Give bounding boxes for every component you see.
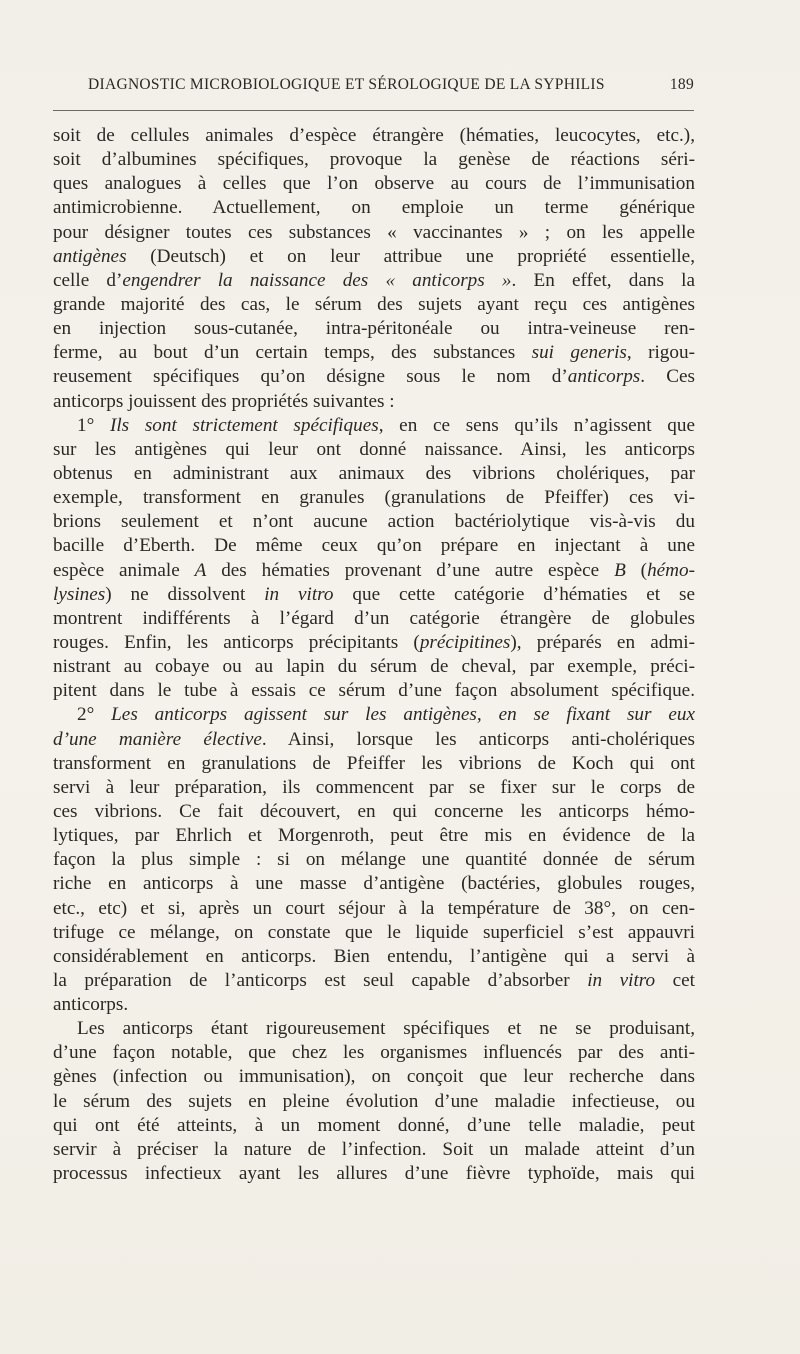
text-span: ) ne dissolvent	[105, 583, 265, 605]
text-line	[53, 438, 695, 462]
text-line	[53, 1114, 695, 1138]
page-number: 189	[669, 76, 694, 93]
text-span: ferme, au bout d’un certain temps, des substances	[53, 342, 532, 364]
text-span: , rigou-	[626, 342, 695, 364]
text-span: anticorps jouissent des propriétés suivantes :	[53, 390, 395, 412]
italic-text: in vitro	[587, 969, 656, 991]
italic-text: in vitro	[264, 583, 334, 605]
text-line	[53, 1017, 695, 1041]
text-span: celle d’	[53, 269, 123, 291]
text-span: (Deutsch) et on leur attribue une propriété essentielle,	[126, 245, 695, 267]
text-line	[53, 534, 695, 558]
italic-text: engendrer la naissance des « anticorps »	[122, 269, 512, 291]
text-span: qui ont été atteints, à un moment donné, d’une telle maladie, peut	[53, 1114, 695, 1136]
text-line	[53, 317, 695, 341]
text-span: montrent indifférents à l’égard d’un catégorie étrangère de globules	[53, 607, 695, 629]
text-line	[53, 728, 695, 752]
text-line	[53, 776, 695, 800]
text-span: lytiques, par Ehrlich et Morgenroth, peut être mis en évidence de la	[53, 825, 695, 847]
text-span: que cette catégorie d’hématies et se	[333, 583, 695, 605]
text-span: servir à préciser la nature de l’infection. Soit un malade atteint d’un	[53, 1138, 695, 1160]
text-span: soit d’albumines spécifiques, provoque la genèse de réactions séri-	[53, 149, 695, 171]
text-span: 1°	[77, 414, 110, 436]
text-line	[53, 655, 695, 679]
text-span: gènes (infection ou immunisation), on conçoit que leur recherche dans	[53, 1066, 695, 1088]
text-span: ), préparés en admi-	[510, 631, 695, 653]
text-line	[53, 583, 695, 607]
italic-text: Ils sont strictement spécifiques	[109, 414, 379, 436]
text-span: le sérum des sujets en pleine évolution d’une maladie infectieuse, ou	[53, 1090, 695, 1112]
text-line	[53, 945, 695, 969]
text-line	[53, 124, 695, 148]
text-line	[53, 221, 695, 245]
text-line	[53, 486, 695, 510]
text-span: bacille d’Eberth. De même ceux qu’on prépare en injectant à une	[53, 535, 695, 557]
text-line	[53, 848, 695, 872]
text-span: nistrant au cobaye ou au lapin du sérum de cheval, par exemple, préci-	[53, 656, 695, 678]
text-span: cet	[655, 969, 695, 991]
italic-text: anticorps	[567, 366, 641, 388]
text-span: brions seulement et n’ont aucune action bactériolytique vis-à-vis du	[53, 511, 695, 533]
text-span: reusement spécifiques qu’on désigne sous le nom d’	[53, 366, 568, 388]
italic-text: lysines	[53, 583, 106, 605]
text-span: espèce animale	[53, 559, 195, 581]
text-line	[53, 752, 695, 776]
text-span: sur les antigènes qui leur ont donné naissance. Ainsi, les anticorps	[53, 438, 695, 460]
text-span: des hématies provenant d’une autre espèce	[206, 559, 615, 581]
text-line	[53, 1162, 695, 1186]
text-line	[53, 897, 695, 921]
text-line	[53, 1138, 695, 1162]
text-span: . Ainsi, lorsque les anticorps anti-cholériques	[261, 728, 695, 750]
text-span: rouges. Enfin, les anticorps précipitants (	[53, 631, 420, 653]
text-line	[53, 993, 695, 1017]
text-span: exemple, transforment en granules (granulations de Pfeiffer) ces vi-	[53, 487, 695, 509]
running-header	[88, 76, 694, 100]
running-title: DIAGNOSTIC MICROBIOLOGIQUE ET SÉROLOGIQUE DE LA SYPHILIS	[88, 76, 605, 93]
text-span: considérablement en anticorps. Bien entendu, l’antigène qui a servi à	[53, 945, 695, 967]
text-line	[53, 921, 695, 945]
text-span: pitent dans le tube à essais ce sérum d’une façon absolument spécifique.	[53, 680, 695, 702]
text-span: ques analogues à celles que l’on observe au cours de l’immunisation	[53, 173, 695, 195]
text-span: . En effet, dans la	[511, 269, 695, 291]
text-line	[53, 872, 695, 896]
text-line	[53, 559, 695, 583]
text-span: etc., etc) et si, après un court séjour à la température de 38°, on cen-	[53, 897, 695, 919]
italic-text: précipitines	[419, 631, 511, 653]
italic-text: Les anticorps agissent sur les antigènes, en se fixant sur eux	[111, 704, 695, 726]
italic-text: d’une manière élective	[53, 728, 262, 750]
text-span: grande majorité des cas, le sérum des sujets ayant reçu ces antigènes	[53, 293, 695, 315]
text-span: pour désigner toutes ces substances « vaccinantes » ; on les appelle	[53, 221, 695, 243]
text-span: trifuge ce mélange, on constate que le liquide superficiel s’est appauvri	[53, 921, 695, 943]
text-line	[53, 414, 695, 438]
text-line	[53, 269, 695, 293]
text-line	[53, 245, 695, 269]
text-span: servi à leur préparation, ils commencent par se fixer sur le corps de	[53, 776, 695, 798]
text-line	[53, 196, 695, 220]
header-rule	[53, 110, 694, 111]
text-line	[53, 824, 695, 848]
text-line	[53, 607, 695, 631]
text-span: (	[625, 559, 648, 581]
text-line	[53, 800, 695, 824]
italic-text: B	[614, 559, 626, 581]
italic-text: hémo-	[647, 559, 695, 581]
text-line	[53, 1041, 695, 1065]
text-line	[53, 293, 695, 317]
text-line	[53, 631, 695, 655]
text-span: soit de cellules animales d’espèce étrangère (hématies, leucocytes, etc.),	[53, 125, 695, 146]
text-span: . Ces	[640, 366, 695, 388]
text-line	[53, 365, 695, 389]
italic-text: sui generis	[531, 342, 627, 364]
text-line	[53, 172, 695, 196]
text-span: façon la plus simple : si on mélange une quantité donnée de sérum	[53, 849, 695, 871]
text-line	[53, 1065, 695, 1089]
italic-text: antigènes	[53, 245, 127, 267]
text-span: Les anticorps étant rigoureusement spécifiques et ne se produisant,	[77, 1018, 695, 1040]
body-text	[53, 124, 695, 1186]
text-span: d’une façon notable, que chez les organismes influencés par des anti-	[53, 1042, 695, 1064]
italic-text: A	[194, 559, 207, 581]
text-span: , en ce sens qu’ils n’agissent que	[378, 414, 695, 436]
text-line	[53, 341, 695, 365]
text-line	[53, 703, 695, 727]
text-span: anticorps.	[53, 994, 129, 1016]
text-line	[53, 510, 695, 534]
text-line	[53, 462, 695, 486]
text-span: obtenus en administrant aux animaux des vibrions cholériques, par	[53, 462, 695, 484]
text-line	[53, 969, 695, 993]
text-line	[53, 679, 695, 703]
text-line	[53, 148, 695, 172]
text-span: 2°	[77, 704, 112, 726]
text-span: transforment en granulations de Pfeiffer les vibrions de Koch qui ont	[53, 752, 695, 774]
text-line	[53, 390, 695, 414]
text-span: riche en anticorps à une masse d’antigène (bactéries, globules rouges,	[53, 873, 695, 895]
text-span: antimicrobienne. Actuellement, on emploie un terme générique	[53, 197, 695, 219]
text-span: en injection sous-cutanée, intra-péritonéale ou intra-veineuse ren-	[53, 318, 695, 340]
text-span: la préparation de l’anticorps est seul capable d’absorber	[53, 969, 588, 991]
text-span: ces vibrions. Ce fait découvert, en qui concerne les anticorps hémo-	[53, 800, 695, 822]
text-span: processus infectieux ayant les allures d’une fièvre typhoïde, mais qui	[53, 1163, 695, 1185]
text-line	[53, 1090, 695, 1114]
